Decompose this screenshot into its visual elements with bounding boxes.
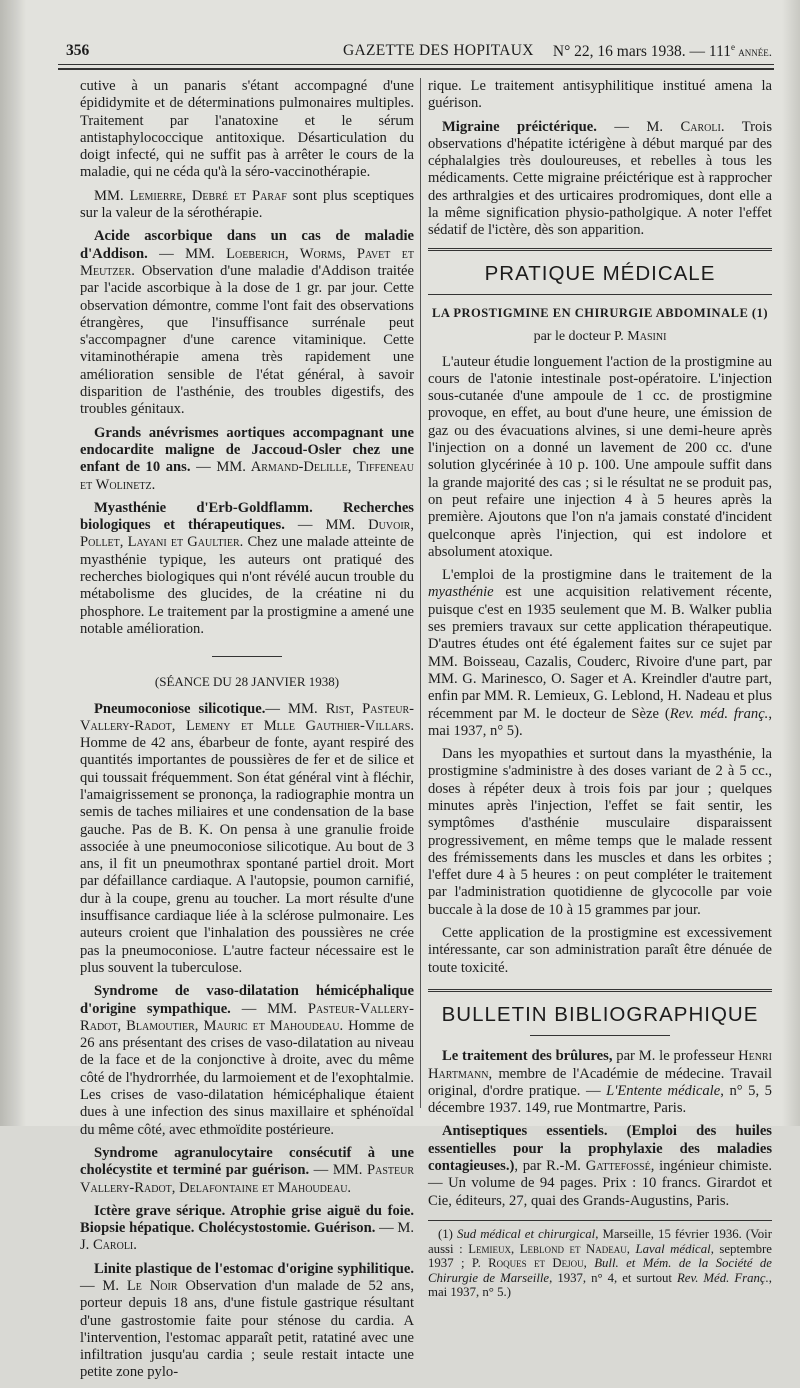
author-names: — MM. Pasteur-Vallery-Radot, Blamoutier, Mauric et Mahoudeau. — [80, 1000, 415, 1034]
article-title: LA PROSTIGMINE EN CHIRURGIE ABDOMINALE (1) — [432, 305, 768, 320]
entry-text: par M. le professeur — [612, 1048, 739, 1065]
abstract-ictere — [80, 1203, 414, 1255]
section-rule — [428, 294, 772, 295]
footnote-text: , mai 1937, n° 5.) — [428, 1270, 772, 1300]
abstract-agranulocytaire — [80, 1145, 414, 1197]
entry-text: , n° 5, 5 décembre 1937. 149, rue Montmartre, Paris. — [428, 1082, 772, 1117]
emphasis: myasthénie — [428, 584, 494, 601]
footnote — [428, 1227, 772, 1300]
section-heading-pratique: PRATIQUE MÉDICALE — [484, 261, 716, 285]
abstract-pneumoconiose — [80, 701, 414, 978]
footnote-marker: (1) — [438, 1226, 457, 1241]
section-rule — [428, 248, 772, 251]
page-binding-edge — [0, 0, 26, 1126]
author-names: — M. J. Caroli. — [80, 1220, 415, 1254]
paragraph: cutive à un panaris s'étant accompagné d'une épididymite et de déterminations pulmonaires multiples. Traitement par l'anatoxine et le sérum antistaphylococcique antitoxique. Désarticulation du doigt infecté, qui ne suffit pas à arrêter le cours de la maladie, qui ne céda qu'à la séro-vaccinothérapie. — [80, 78, 414, 181]
right-column — [428, 78, 772, 1306]
entry-text: , membre de l'Académie de médecine. Travail original, d'ordre pratique. — — [428, 1065, 772, 1099]
author-names: — M. Caroli. — [596, 118, 725, 135]
entry-title: Antiseptiques essentiels. (Emploi des huiles essentielles pour la prophylaxie des maladies contagieuses.) — [428, 1123, 772, 1175]
page-header — [58, 40, 772, 66]
abstract-linite — [80, 1261, 414, 1382]
entry-title: Le traitement des brûlures, — [442, 1048, 613, 1065]
author-name: Gattefossé — [585, 1158, 651, 1175]
issue-info — [553, 42, 772, 61]
journal-title: GAZETTE DES HOPITAUX — [343, 42, 534, 59]
abstract-acide-ascorbique — [80, 228, 414, 418]
paragraph-text: Observation d'une maladie d'Addison traitée par l'acide ascorbique à la dose de 1 gr. par jour. Cette observation démontre, comme l'ont fait des observations étrangères, que l'insuffisance surrénale peut s'accompagner d'une carence vitaminique. Cette vitaminothérapie amena très rapidement une amélioration sensible de l'état général, à savoir disparition de l'asthénie, des troubles digestifs, des troubles génitaux. — [80, 262, 414, 418]
abstract-title: Syndrome de vaso-dilatation hémicéphalique d'origine sympathique. — [80, 983, 414, 1017]
abstract-title: Linite plastique de l'estomac d'origine syphilitique. — [94, 1260, 414, 1277]
abstract-title: Migraine préictérique. — [442, 118, 597, 135]
author-names: — M. Le Noir — [80, 1278, 178, 1294]
paragraph-text: sont plus sceptiques sur la valeur de la sérothérapie. — [80, 187, 414, 222]
abstract-myasthenie — [80, 500, 414, 638]
article-paragraph: Cette application de la prostigmine est excessivement intéressante, car son administration paraît être dénuée de toute toxicité. — [428, 925, 772, 976]
footnote-text: , septembre 1937 ; P. — [428, 1241, 772, 1271]
reference: Rev. méd. franç. — [669, 705, 769, 722]
abstract-title: Ictère grave sérique. Atrophie grise aiguë du foie. Biopsie hépatique. Cholécystostomie. Guérison. — [80, 1202, 414, 1237]
abstract-title: Myasthénie d'Erb-Goldflamm. Recherches biologiques et thérapeutiques. — [80, 499, 414, 534]
abstract-title: Acide ascorbique dans un cas de maladie d'Addison. — [80, 228, 414, 262]
paragraph-text: Observation d'un malade de 52 ans, porteur depuis 18 ans, d'une fistule gastrique résultant d'une gastrostomie faite pour sténose du cardia. A l'intervention, l'estomac apparaît petit, ratatiné avec une infiltration jusqu'au cardia ; seule restait intacte une petite zone pylo- — [80, 1278, 414, 1381]
author-names: — MM. Rist, Pasteur-Vallery-Radot, Lemeny et Mlle Gauthier-Villars. — [80, 700, 414, 734]
paragraph: rique. Le traitement antisyphilitique institué amena la guérison. — [428, 78, 772, 112]
paragraph-text: est une acquisition relativement récente, puisque c'est en 1935 seulement que M. B. Walker publia ses premiers travaux sur cette application thérapeutique. D'autres études ont été également faites sur ce sujet par MM. Boisseau, Cazalis, Couderc, Rivoire d'une part, par MM. G. Marinesco, O. Sager et A. Kreindler d'autre part, enfin par MM. R. Lemieux, G. Leblond, H. Nadeau et plus récemment par M. le docteur de Sèze ( — [428, 584, 772, 722]
footnote-text: , 1937, n° 4, et surtout — [549, 1270, 677, 1285]
header-rule — [58, 64, 774, 65]
author-names: MM. Lemierre, Debré et Paraf — [94, 187, 287, 204]
article-paragraph — [428, 567, 772, 740]
abstract-title: Pneumoconiose silicotique. — [94, 700, 266, 717]
section-heading-bulletin: BULLETIN BIBLIOGRAPHIQUE — [441, 1002, 759, 1026]
article-byline — [428, 328, 772, 345]
paragraph-text: Homme de 26 ans présentant des crises de vaso-dilatation au niveau de la face et de la conjonctive à droite, avec du même côté de l'hydrorrhée, du larmoiement et de l'exophtalmie. Les crises de vaso-dilatation hémicéphalique étaient dues à une infection des sinus maxillaire et sphénoïdal du même côté, avec ethmoïdite postérieure. — [80, 1017, 414, 1138]
header-rule-thick — [58, 68, 774, 70]
footnote-text: , Marseille, 15 février 1936. (Voir aussi : — [428, 1226, 772, 1256]
issue-year-label: année. — [735, 44, 772, 60]
publication: Bull. et Mém. de la Société de Chirurgie de Marseille — [428, 1256, 772, 1285]
article-paragraph: Dans les myopathies et surtout dans la myasthénie, la prostigmine s'administre à des doses variant de 2 à 5 cc., doses à répéter deux à trois fois par jour ; quelques minutes après l'injection, l'effet se fait sentir, les symptômes d'asthénie musculaire disparaissent progressivement, en même temps que le malade ressent des frémissements dans les muscles et dans les orbites ; l'effet dure 4 à 5 heures : on peut compléter le traitement par l'administration quotidienne de glycocolle par voie buccale à la dose de 10 à 15 grammes par jour. — [428, 746, 772, 918]
abstract-title: Grands anévrismes aortiques accompagnant une endocardite maligne de Jaccoud-Osler chez une enfant de 10 ans. — [80, 424, 414, 476]
paragraph-text: , mai 1937, n° 5). — [428, 705, 772, 739]
abstract-vaso-dilatation — [80, 983, 414, 1139]
footnote-text: , — [583, 1256, 595, 1271]
publication: L'Entente médicale — [606, 1082, 721, 1099]
author-name: Henri Hartmann — [428, 1048, 772, 1082]
footnote-text: , — [626, 1241, 636, 1256]
author-names: Lemieux, Leblond et Nadeau — [468, 1241, 627, 1256]
entry-text: , ingénieur chimiste. — Un volume de 94 pages. Prix : 10 francs. Girardot et Cie, éditeurs, 27, quai des Grands-Augustins, Paris. — [428, 1158, 772, 1209]
footnote-rule — [428, 1220, 772, 1221]
author-name: P. Masini — [614, 329, 667, 345]
section-rule — [428, 989, 772, 992]
column-divider — [420, 78, 421, 1108]
paragraph-text: Chez une malade atteinte de myasthénie typique, les auteurs ont pratiqué des recherches biologiques qui n'ont révélé aucun trouble du métabolisme des glucides, de la créatine ni du phosphore. Le traitement par la prostigmine a amené une notable amélioration. — [80, 534, 415, 637]
abstract-title: Syndrome agranulocytaire consécutif à une cholécystite et terminé par guérison. — [80, 1144, 414, 1179]
paragraph-text: L'emploi de la prostigmine dans le traitement de la — [442, 567, 772, 584]
byline-prefix: par le docteur — [533, 329, 615, 345]
page-right-edge — [782, 0, 800, 1126]
paragraph-text: Homme de 42 ans, ébarbeur de fonte, ayant respiré des quantités importantes de poussières de fer et de silice et qui toussait fréquemment. Son état général vint à fléchir, l'amaigrissement se prononça, la radiographie montra un semis de taches miliaires et une condensation de la base gauche. Pas de B. K. On pensa à une granulie froide associée à une pneumoconiose silicotique. Au bout de 3 ans, il fit un pneumothrax spontané partiel droit. Mort par défaillance cardiaque. A l'autopsie, poumon carnifié, dur à la coupe, grenu au toucher. La mort résulte d'une insuffisance cardiaque liée à la sclérose pulmonaire. Les auteurs croient que l'inhalation des poussières ne crée pas la pneumoconiose. L'autre facteur nécessaire est le plus souvent la tuberculose. — [80, 735, 414, 976]
issue-sup: e — [731, 42, 735, 52]
publication: Rev. Méd. Franç. — [676, 1270, 769, 1285]
paragraph-text: Trois observations d'hépatite ictérigène à début marqué par des céphalalgies très douloureuses, et rebelles à tous les médicaments. Cette migraine préictérique est à rapprocher des arthralgies et des urticaires prodromiques, dont elle a la même signification physio-patholgique. A noter l'effet sédatif de l'ictère, dès son apparition. — [428, 118, 772, 239]
issue-date: N° 22, 16 mars 1938. — 111 — [552, 43, 731, 61]
entry-text: , par R.-M. — [514, 1158, 586, 1175]
page-number: 356 — [66, 42, 90, 59]
left-column — [80, 78, 414, 1388]
session-date: (SÉANCE DU 28 JANVIER 1938) — [154, 674, 340, 690]
author-names: — MM. Pasteur Vallery-Radot, Delafontaine et Mahoudeau. — [80, 1162, 414, 1196]
publication: Sud médical et chirurgical — [456, 1226, 596, 1241]
section-divider — [212, 656, 282, 657]
author-names: — MM. Loeberich, Worms, Pavet et Meutzer. — [80, 245, 414, 279]
paragraph — [80, 188, 414, 223]
section-rule — [530, 1035, 670, 1036]
abstract-migraine — [428, 119, 772, 240]
bibliography-entry — [428, 1048, 772, 1117]
bibliography-entry — [428, 1123, 772, 1209]
publication: Laval médical — [635, 1241, 711, 1256]
author-names: Roques et Dejou — [488, 1256, 584, 1271]
article-paragraph: L'auteur étudie longuement l'action de la prostigmine au cours de l'atonie intestinale post-opératoire. L'injection sous-cutanée d'une ampoule de 1 cc. de prostigmine provoque, en effet, au bout d'une heure, une émission de gaz ou des évacuations alvines, si une demi-heure après l'injection on a donné un lavement de 200 cc. d'une solution glycérinée à 10 p. 100. Une ampoule suffit dans la grande majorité des cas ; si le résultat ne se produit pas, on peut refaire une injection 4 à 5 heures après la première. Ajoutons que l'on n'a jamais constaté d'incident quelconque après l'injection, qui est indolore et absolument atoxique. — [428, 353, 772, 560]
author-names: — MM. Duvoir, Pollet, Layani et Gaultier. — [80, 517, 414, 551]
abstract-anevrismes — [80, 425, 414, 494]
author-names: — MM. Armand-Delille, Tiffeneau et Wolinetz. — [80, 459, 415, 493]
